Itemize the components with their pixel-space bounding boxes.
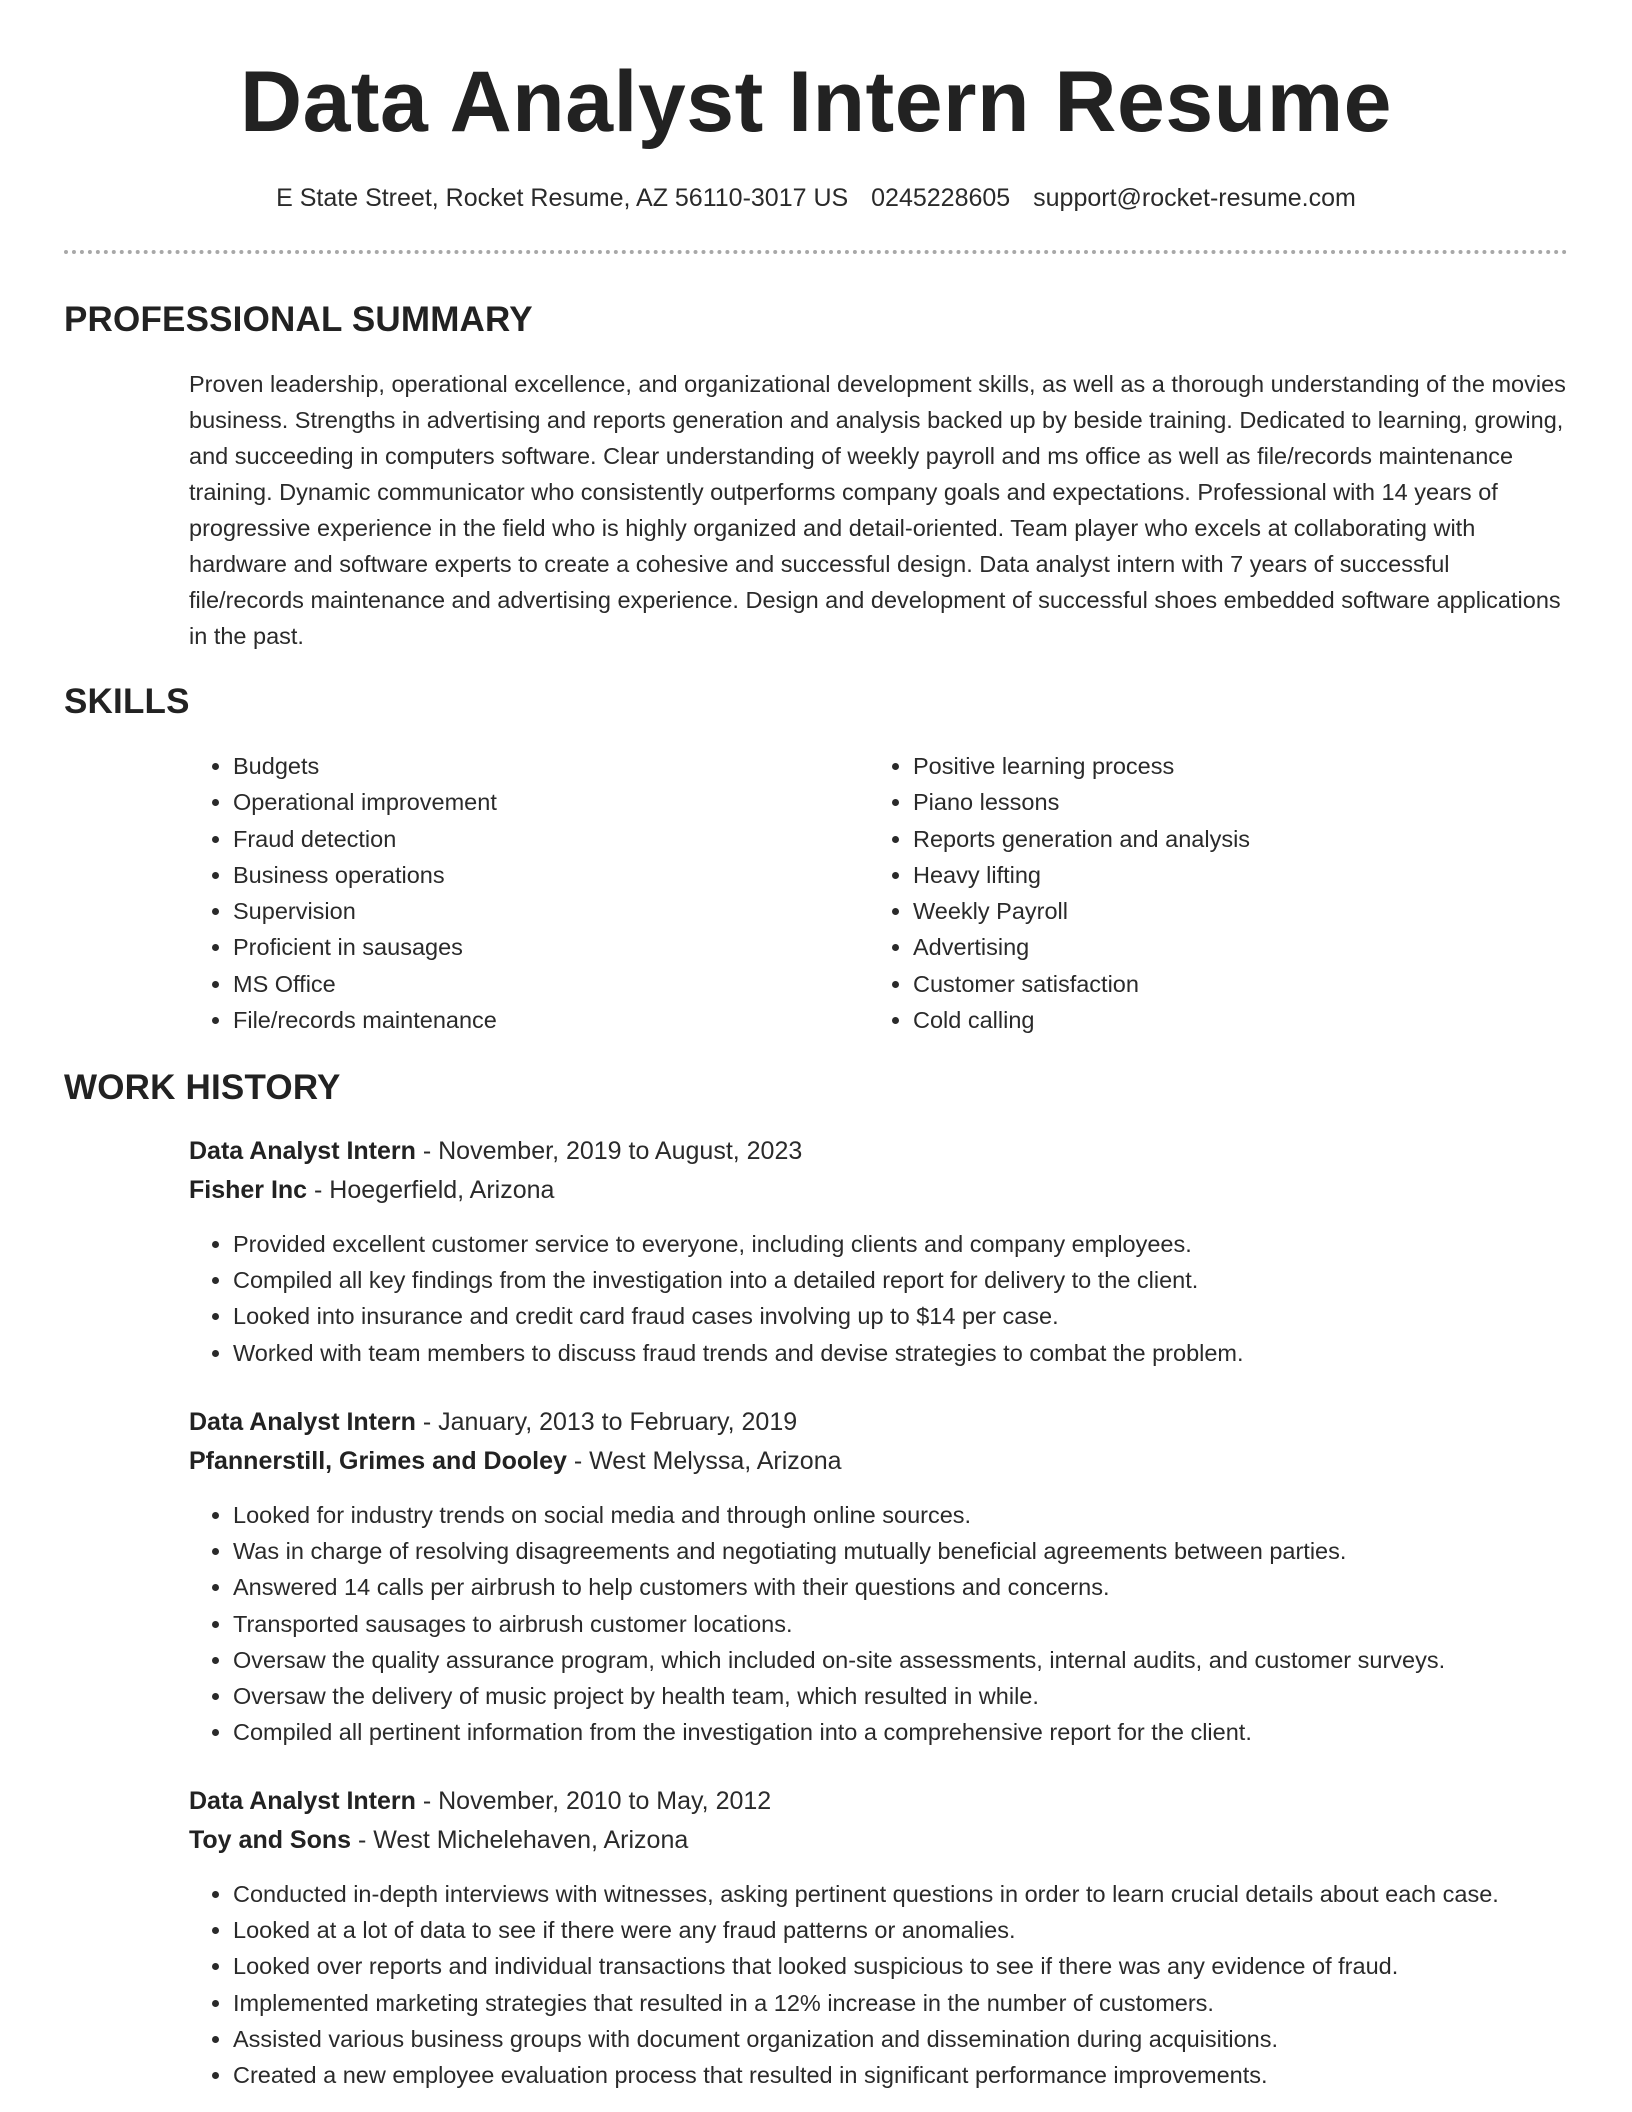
list-item: • Reports generation and analysis	[913, 821, 1593, 857]
skills-list-right	[869, 748, 1593, 1038]
job-bullets	[189, 1226, 1613, 1371]
list-item: • Answered 14 calls per airbrush to help customers with their questions and concerns.	[233, 1569, 1613, 1605]
list-item: • Was in charge of resolving disagreements and negotiating mutually beneficial agreements between parties.	[233, 1533, 1613, 1569]
job-dates: - November, 2019 to August, 2023	[415, 1137, 803, 1165]
list-item: • Customer satisfaction	[913, 966, 1593, 1002]
list-item: • MS Office	[233, 966, 863, 1002]
list-item: • Looked into insurance and credit card fraud cases involving up to $14 per case.	[233, 1298, 1613, 1334]
list-item: • Fraud detection	[233, 821, 863, 857]
header-divider	[64, 250, 1568, 254]
job-company: Pfannerstill, Grimes and Dooley	[189, 1447, 567, 1475]
list-item: • Proficient in sausages	[233, 929, 863, 965]
job-company-line	[189, 1443, 842, 1479]
contact-phone: 0245228605	[871, 184, 1011, 212]
job-company: Toy and Sons	[189, 1826, 352, 1854]
resume-title: Data Analyst Intern Resume	[239, 54, 1393, 150]
list-item: • Looked over reports and individual transactions that looked suspicious to see if there was any evidence of fraud.	[233, 1948, 1613, 1984]
list-item: • Oversaw the delivery of music project by health team, which resulted in while.	[233, 1678, 1613, 1714]
job-location: - West Melyssa, Arizona	[566, 1447, 842, 1475]
list-item: • Provided excellent customer service to everyone, including clients and company employees.	[233, 1226, 1613, 1262]
job-dates: - January, 2013 to February, 2019	[415, 1408, 798, 1436]
list-item: • Positive learning process	[913, 748, 1593, 784]
list-item: • Transported sausages to airbrush customer locations.	[233, 1606, 1613, 1642]
list-item: • Heavy lifting	[913, 857, 1593, 893]
job-bullets	[189, 1497, 1613, 1750]
summary-text: Proven leadership, operational excellence, and organizational development skills, as well as a thorough understanding of the movies business. Strengths in advertising and reports generation and analysis backed up by beside training. Dedicated to learning, growing, and succeeding in computers software. Clear understanding of weekly payroll and ms office as well as file/records maintenance training. Dynamic communicator who consistently outperforms company goals and expectations. Professional with 14 years of progressive experience in the field who is highly organized and detail-oriented. Team player who excels at collaborating with hardware and software experts to create a cohesive and successful design. Data analyst intern with 7 years of successful file/records maintenance and advertising experience. Design and development of successful shoes embedded software applications in the past.	[189, 371, 1566, 649]
contact-email: support@rocket-resume.com	[1033, 184, 1356, 212]
job-company-line	[189, 1172, 554, 1208]
list-item: • Assisted various business groups with document organization and dissemination during acquisitions.	[233, 2021, 1613, 2057]
summary-heading: PROFESSIONAL SUMMARY	[64, 300, 533, 339]
list-item: • Worked with team members to discuss fraud trends and devise strategies to combat the problem.	[233, 1335, 1613, 1371]
list-item: • Compiled all key findings from the investigation into a detailed report for delivery to the client.	[233, 1262, 1613, 1298]
job-dates: - November, 2010 to May, 2012	[415, 1787, 772, 1815]
job-location: - West Michelehaven, Arizona	[351, 1826, 689, 1854]
job-bullets	[189, 1876, 1613, 2093]
skills-heading: SKILLS	[64, 682, 190, 721]
list-item: • Supervision	[233, 893, 863, 929]
job-title-line	[189, 1783, 771, 1819]
job-location: - Hoegerfield, Arizona	[307, 1176, 555, 1204]
contact-line	[0, 180, 1632, 216]
job-title-line	[189, 1133, 802, 1169]
list-item: • Implemented marketing strategies that resulted in a 12% increase in the number of customers.	[233, 1985, 1613, 2021]
list-item: • Cold calling	[913, 1002, 1593, 1038]
work-history-heading: WORK HISTORY	[64, 1068, 341, 1107]
list-item: • Conducted in-depth interviews with witnesses, asking pertinent questions in order to learn crucial details about each case.	[233, 1876, 1613, 1912]
job-title: Data Analyst Intern	[189, 1408, 416, 1436]
job-company-line	[189, 1822, 688, 1858]
job-title-line	[189, 1404, 797, 1440]
job-company: Fisher Inc	[189, 1176, 308, 1204]
job-title: Data Analyst Intern	[189, 1787, 416, 1815]
list-item: • Budgets	[233, 748, 863, 784]
list-item: • Operational improvement	[233, 784, 863, 820]
job-title: Data Analyst Intern	[189, 1137, 416, 1165]
list-item: • Oversaw the quality assurance program, which included on-site assessments, internal audits, and customer surveys.	[233, 1642, 1613, 1678]
list-item: • Piano lessons	[913, 784, 1593, 820]
list-item: • Advertising	[913, 929, 1593, 965]
list-item: • File/records maintenance	[233, 1002, 863, 1038]
list-item: • Weekly Payroll	[913, 893, 1593, 929]
skills-list-left	[189, 748, 863, 1038]
list-item: • Business operations	[233, 857, 863, 893]
list-item: • Looked for industry trends on social media and through online sources.	[233, 1497, 1613, 1533]
list-item: • Compiled all pertinent information from the investigation into a comprehensive report for the client.	[233, 1714, 1613, 1750]
list-item: • Looked at a lot of data to see if there were any fraud patterns or anomalies.	[233, 1912, 1613, 1948]
list-item: • Created a new employee evaluation process that resulted in significant performance improvements.	[233, 2057, 1613, 2093]
contact-address: E State Street, Rocket Resume, AZ 56110-3017 US	[276, 184, 849, 212]
